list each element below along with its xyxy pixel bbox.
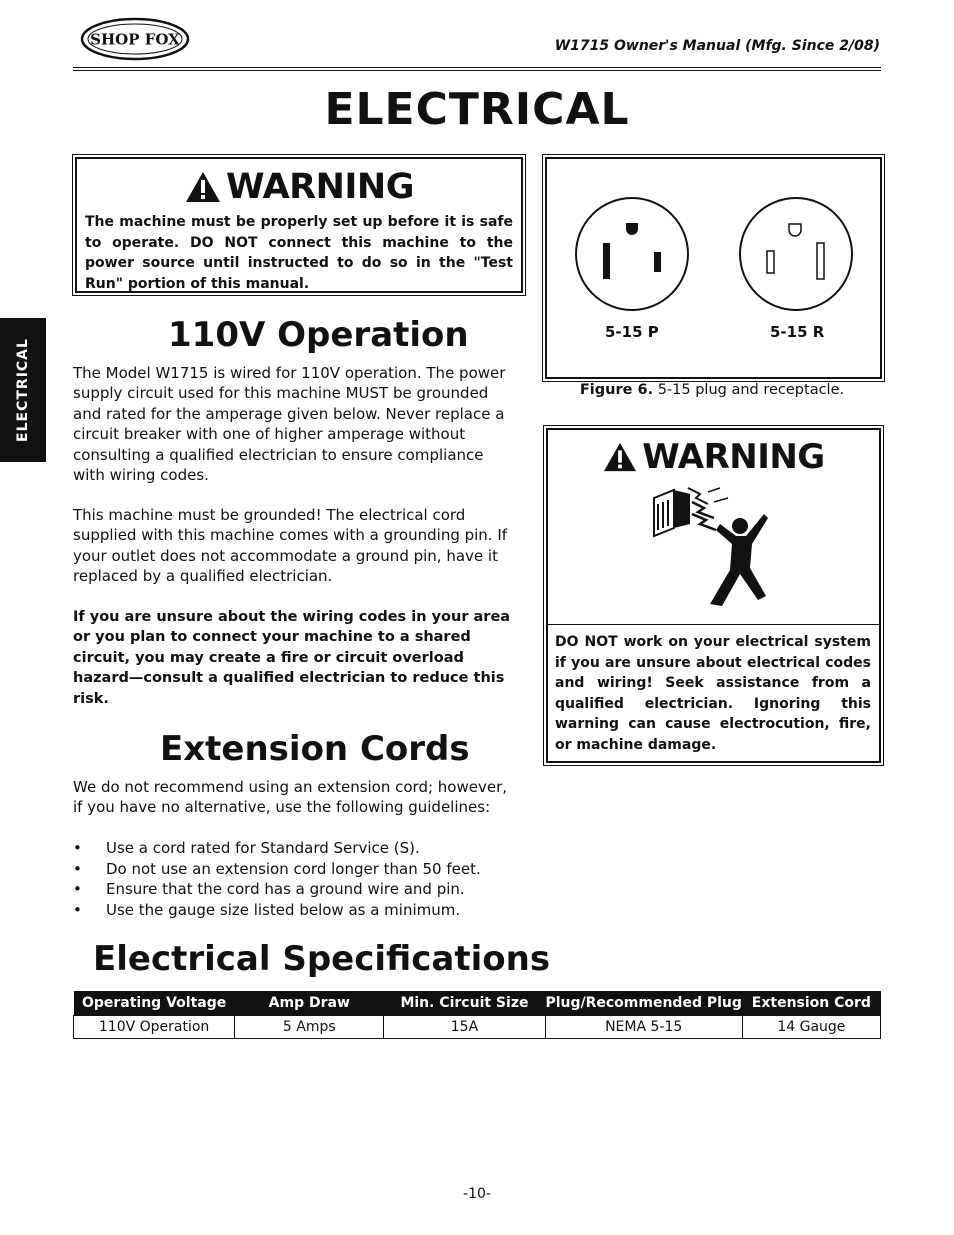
table-cell: 15A xyxy=(384,1016,545,1039)
list-item: • Use a cord rated for Standard Service (S). xyxy=(73,838,481,859)
table-cell: NEMA 5-15 xyxy=(545,1016,742,1039)
plug-label: 5-15 P xyxy=(605,323,659,341)
list-item: • Ensure that the cord has a ground wire and pin. xyxy=(73,879,481,900)
page-number: -10- xyxy=(463,1186,491,1202)
plug-5-15p-icon xyxy=(573,195,691,313)
warning-text: The machine must be properly set up before it is safe to operate. DO NOT connect this machine to the power source until instructed to do so in the "Test Run" portion of this manual. xyxy=(85,214,513,292)
page-title: ELECTRICAL xyxy=(324,84,630,135)
table-cell: 110V Operation xyxy=(74,1016,235,1039)
table-header-cell: Min. Circuit Size xyxy=(384,991,545,1016)
manual-title: W1715 Owner's Manual (Mfg. Since 2/08) xyxy=(554,38,880,54)
warning-heading-text: WARNING xyxy=(226,167,414,207)
table-cell: 5 Amps xyxy=(235,1016,384,1039)
side-tab-label: ELECTRICAL xyxy=(15,338,31,442)
extension-guidelines-list xyxy=(73,838,481,920)
table-header-cell: Amp Draw xyxy=(235,991,384,1016)
section-heading-extension-cords: Extension Cords xyxy=(160,729,470,769)
receptacle-label: 5-15 R xyxy=(770,323,825,341)
table-header-cell: Extension Cord xyxy=(742,991,880,1016)
paragraph-110v-1: The Model W1715 is wired for 110V operation. The power supply circuit used for this machine MUST be grounded and rated for the amperage given below. Never replace a circuit breaker with one of higher amperage without consulting a qualified electrician to ensure compliance with wiring codes. xyxy=(73,364,506,485)
list-item: • Use the gauge size listed below as a minimum. xyxy=(73,900,481,921)
warning-divider xyxy=(548,624,879,625)
figure-plug-receptacle xyxy=(545,157,882,379)
figure-caption-label: Figure 6. xyxy=(579,382,654,398)
table-row xyxy=(74,1016,881,1039)
table-header-row xyxy=(74,991,881,1016)
table-cell: 14 Gauge xyxy=(742,1016,880,1039)
specifications-table xyxy=(73,991,881,1039)
warning-box-setup xyxy=(75,157,523,293)
figure-caption-text: 5-15 plug and receptacle. xyxy=(653,382,845,398)
warning-triangle-icon xyxy=(184,170,222,204)
section-heading-110v: 110V Operation xyxy=(168,315,469,355)
paragraph-110v-2: This machine must be grounded! The electrical cord supplied with this machine comes with a grounding pin. If your outlet does not accommodate a ground pin, have it replaced by a qualified electrician. xyxy=(73,506,508,586)
shop-fox-logo xyxy=(80,17,190,61)
logo-text: SHOP FOX xyxy=(90,30,180,49)
paragraph-110v-3: If you are unsure about the wiring codes in your area or you plan to connect your machine to a shared circuit, you may create a fire or circuit overload hazard—consult a qualified electrician to reduce this risk. xyxy=(73,609,511,707)
list-item: • Do not use an extension cord longer than 50 feet. xyxy=(73,859,481,880)
table-header-cell: Operating Voltage xyxy=(74,991,235,1016)
warning-text-2: DO NOT work on your electrical system if you are unsure about electrical codes and wiring! Seek assistance from a qualified electrician. Ignoring this warning can cause electrocution, fire, or machine damage. xyxy=(555,634,871,753)
warning-triangle-icon xyxy=(602,441,638,473)
electrocution-icon xyxy=(648,484,788,618)
warning-heading xyxy=(77,162,521,212)
receptacle-5-15r-icon xyxy=(737,195,855,313)
side-tab xyxy=(0,318,46,462)
warning-heading-2-text: WARNING xyxy=(642,437,825,477)
section-heading-specifications: Electrical Specifications xyxy=(93,939,551,979)
header-rule xyxy=(73,67,881,71)
figure-caption xyxy=(545,382,879,398)
paragraph-extension-intro: We do not recommend using an extension cord; however, if you have no alternative, use the following guidelines: xyxy=(73,778,508,817)
warning-heading-2 xyxy=(548,434,879,480)
table-header-cell: Plug/Recommended Plug xyxy=(545,991,742,1016)
warning-box-electrical xyxy=(546,428,881,763)
